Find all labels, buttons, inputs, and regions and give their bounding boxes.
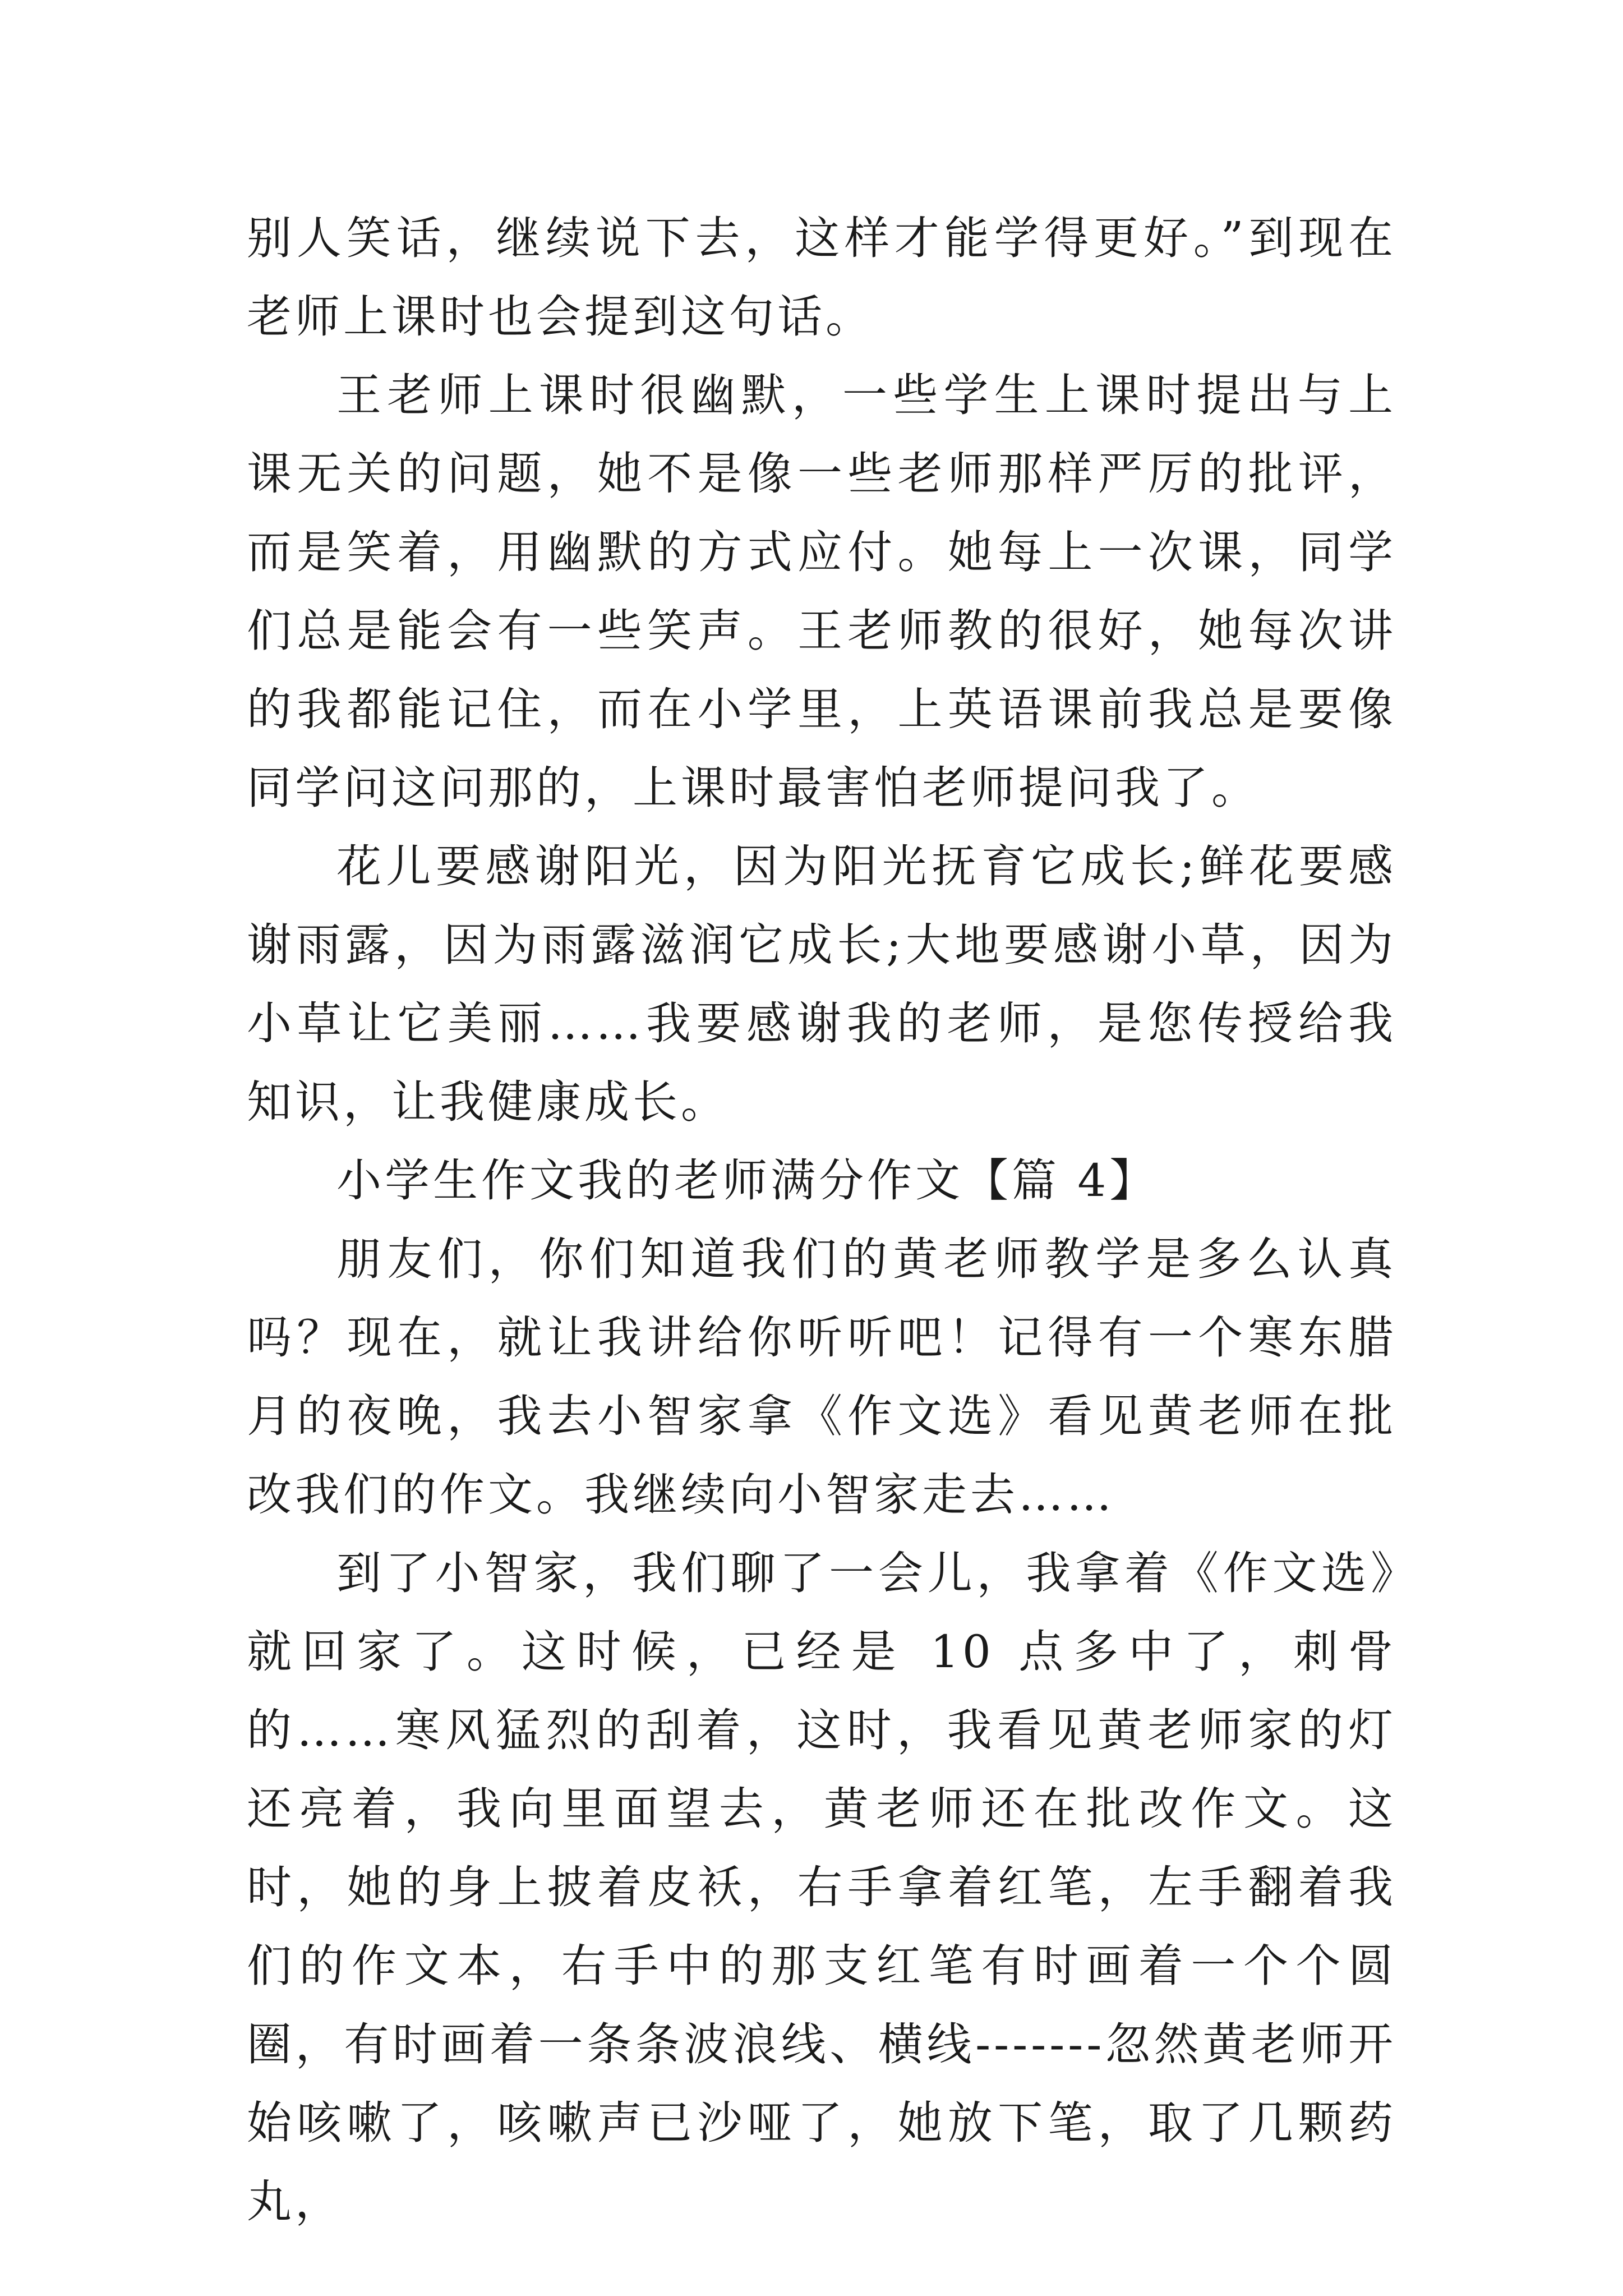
paragraph-teacher-huang-intro: 朋友们，你们知道我们的黄老师教学是多么认真吗？现在，就让我讲给你听听吧！记得有一个寒东腊月的夜晚，我去小智家拿《作文选》看见黄老师在批改我们的作文。我继续向小智家走去…… [247, 1233, 1396, 1521]
paragraph-teacher-wang: 王老师上课时很幽默，一些学生上课时提出与上课无关的问题，她不是像一些老师那样严厉的批评，而是笑着，用幽默的方式应付。她每上一次课，同学们总是能会有一些笑声。王老师教的很好，她每次讲的我都能记住，而在小学里，上英语课前我总是要像同学问这问那的，上课时最害怕老师提问我了。 [247, 369, 1396, 814]
paragraph-teacher-huang-night: 到了小智家，我们聊了一会儿，我拿着《作文选》就回家了。这时候，已经是 10 点多中了，刺骨的……寒风猛烈的刮着，这时，我看见黄老师家的灯还亮着，我向里面望去，黄老师还在批改作文。这时，她的身上披着皮袄，右手拿着红笔，左手翻着我们的作文本，右手中的那支红笔有时画着一个个圆圈，有时画着一条条波浪线、横线-------忽然黄老师开始咳嗽了，咳嗽声已沙哑了，她放下笔，取了几颗药丸， [247, 1547, 1396, 2228]
paragraph-gratitude: 花儿要感谢阳光，因为阳光抚育它成长;鲜花要感谢雨露，因为雨露滋润它成长;大地要感谢小草，因为小草让它美丽……我要感谢我的老师，是您传授给我知识，让我健康成长。 [247, 840, 1396, 1128]
section-heading: 小学生作文我的老师满分作文【篇 4】 [336, 1154, 1158, 1207]
document-body [247, 199, 1396, 2241]
paragraph-continuation: 别人笑话，继续说下去，这样才能学得更好。”到现在老师上课时也会提到这句话。 [247, 212, 1396, 343]
